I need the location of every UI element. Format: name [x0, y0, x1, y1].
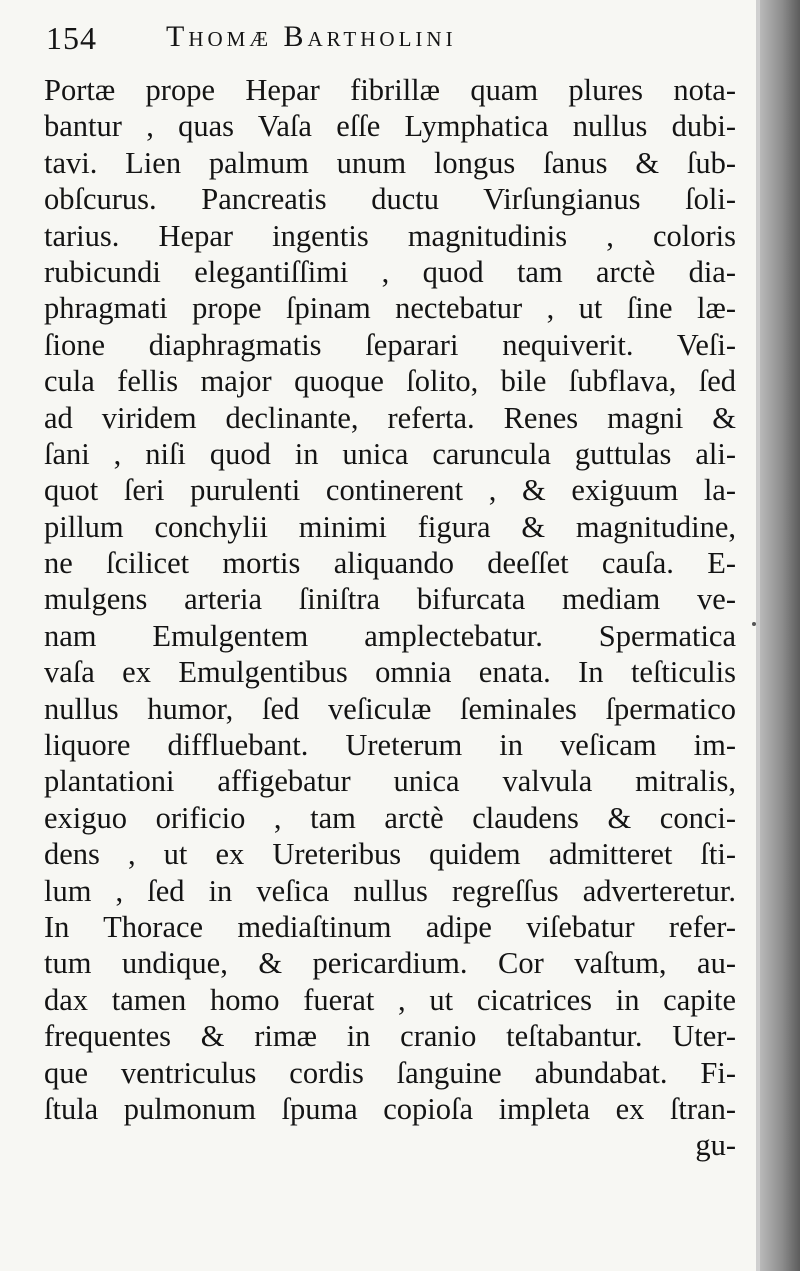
running-title: Thomæ Bartholini [166, 20, 457, 53]
text-line: vaſa ex Emulgentibus omnia enata. In teſticulis [44, 655, 736, 690]
body-text [44, 72, 736, 1164]
text-line: obſcurus. Pancreatis ductu Virſungianus ſoli- [44, 182, 736, 217]
text-line: plantationi affigebatur unica valvula mitralis, [44, 764, 736, 799]
text-line: pillum conchylii minimi figura & magnitudine, [44, 509, 736, 544]
text-line: rubicundi elegantiſſimi , quod tam arctè dia- [44, 254, 736, 289]
running-head [46, 14, 746, 64]
catchword: gu- [695, 1128, 736, 1163]
text-line: tum undique, & pericardium. Cor vaſtum, au- [44, 946, 736, 981]
page-number: 154 [46, 20, 97, 56]
text-line: dens , ut ex Ureteribus quidem admitteret ſti- [44, 837, 736, 872]
text-line: bantur , quas Vaſa eſſe Lymphatica nullus dubi- [44, 109, 736, 144]
text-line: lum , ſed in veſica nullus regreſſus adverteretur. [44, 873, 736, 908]
text-line: ad viridem declinante, referta. Renes magni & [44, 400, 736, 435]
text-line: quot ſeri purulenti continerent , & exiguum la- [44, 473, 736, 508]
text-line: ne ſcilicet mortis aliquando deeſſet cauſa. E- [44, 546, 736, 581]
text-line: phragmati prope ſpinam nectebatur , ut ſine læ- [44, 291, 736, 326]
text-line: ſani , niſi quod in unica caruncula guttulas ali- [44, 436, 736, 471]
text-line: ſione diaphragmatis ſeparari nequiverit. Veſi- [44, 327, 736, 362]
text-line: exiguo orificio , tam arctè claudens & conci- [44, 800, 736, 835]
text-line: liquore diffluebant. Ureterum in veſicam im- [44, 728, 736, 763]
text-line: Portæ prope Hepar fibrillæ quam plures nota- [44, 73, 736, 107]
text-line: nullus humor, ſed veſiculæ ſeminales ſpermatico [44, 691, 736, 726]
text-line: nam Emulgentem amplectebatur. Spermatica [44, 618, 736, 653]
text-line: In Thorace mediaſtinum adipe viſebatur refer- [44, 909, 736, 944]
text-line: ſtula pulmonum ſpuma copioſa impleta ex ſtran- [44, 1091, 736, 1126]
text-line: tarius. Hepar ingentis magnitudinis , coloris [44, 218, 736, 253]
text-line: cula fellis major quoque ſolito, bile ſubflava, ſed [44, 364, 736, 399]
gutter-shadow [760, 0, 800, 1271]
text-line: que ventriculus cordis ſanguine abundabat. Fi- [44, 1055, 736, 1090]
ink-speck [752, 622, 756, 626]
text-line: frequentes & rimæ in cranio teſtabantur. Uter- [44, 1019, 736, 1054]
text-line: dax tamen homo fuerat , ut cicatrices in capite [44, 982, 736, 1017]
text-line: mulgens arteria ſiniſtra bifurcata mediam ve- [44, 582, 736, 617]
text-line: tavi. Lien palmum unum longus ſanus & ſub- [44, 145, 736, 180]
